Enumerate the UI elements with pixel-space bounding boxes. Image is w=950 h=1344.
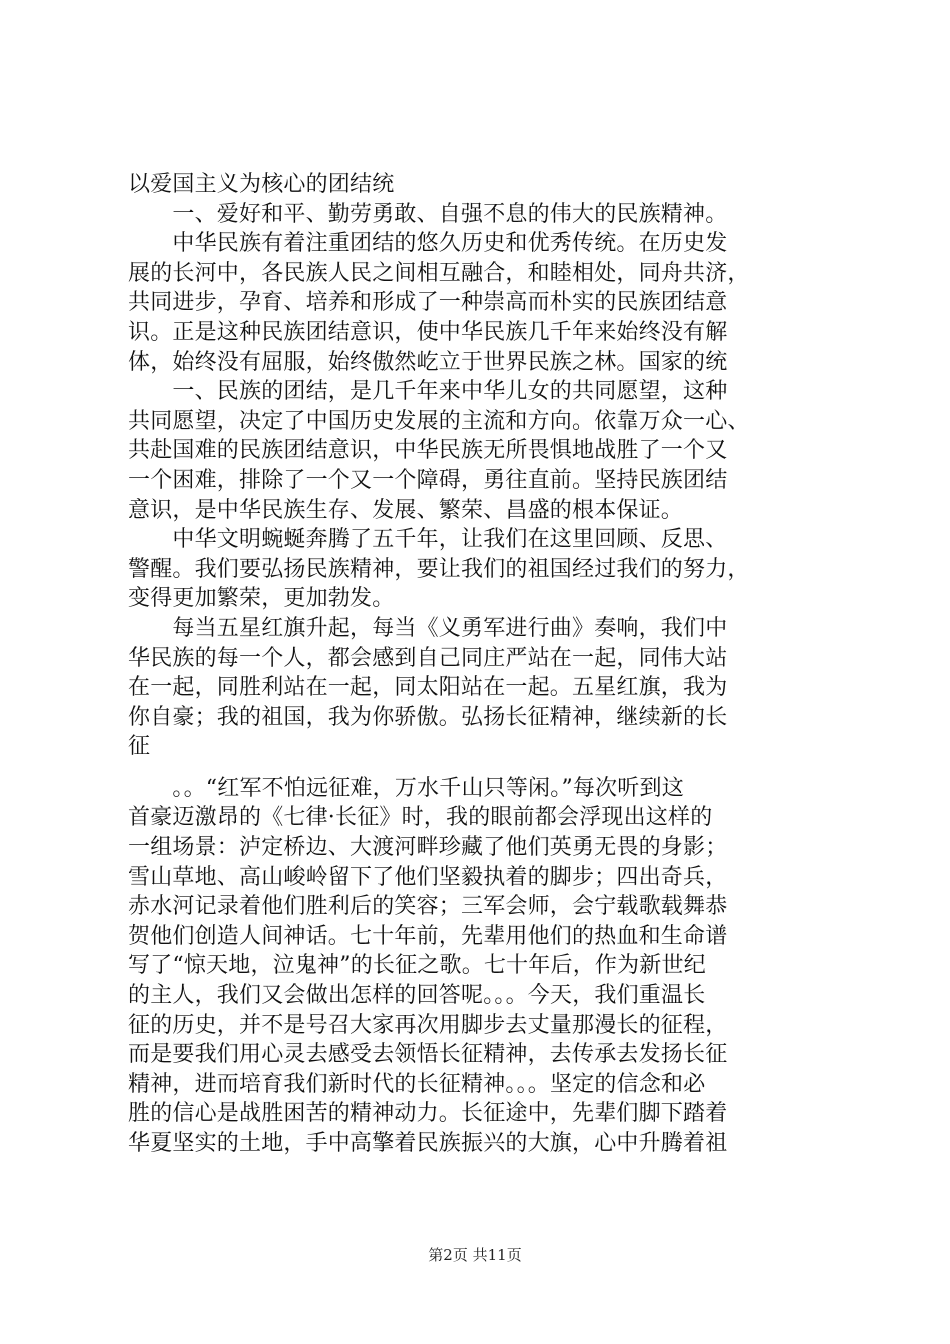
text-line: 共同进步，孕育、培养和形成了一种崇高而朴实的民族团结意: [128, 290, 728, 316]
text-line: 的主人，我们又会做出怎样的回答呢。。。今天，我们重温长: [128, 983, 706, 1009]
page-number-footer: 第2页 共11页: [428, 1246, 522, 1264]
text-line: 变得更加繁荣，更加勃发。: [128, 586, 395, 612]
paragraph-gap: [128, 762, 834, 774]
text-line: 中华民族有着注重团结的悠久历史和优秀传统。在历史发: [128, 231, 728, 257]
text-line: 胜的信心是战胜困苦的精神动力。长征途中，先辈们脚下踏着: [128, 1101, 728, 1127]
text-line: 意识，是中华民族生存、发展、繁荣、昌盛的根本保证。: [128, 497, 684, 523]
text-line: 。。“红军不怕远征难，万水千山只等闲。”每次听到这: [128, 775, 684, 801]
text-line: 征: [128, 734, 151, 760]
document-body: [128, 170, 834, 1159]
text-line: 一个困难，排除了一个又一个障碍，勇往直前。坚持民族团结: [128, 467, 728, 493]
text-line: 华民族的每一个人，都会感到自己同庄严站在一起，同伟大站: [128, 645, 728, 671]
text-line: 贺他们创造人间神话。七十年前，先辈用他们的热血和生命谱: [128, 923, 728, 949]
text-line: 雪山草地、高山峻岭留下了他们坚毅执着的脚步；四出奇兵，: [128, 864, 728, 890]
text-line: 展的长河中，各民族人民之间相互融合，和睦相处，同舟共济，: [128, 260, 750, 286]
text-line: 识。正是这种民族团结意识，使中华民族几千年来始终没有解: [128, 319, 728, 345]
text-line: 写了“惊天地，泣鬼神”的长征之歌。七十年后，作为新世纪: [128, 953, 706, 979]
text-line: 在一起，同胜利站在一起，同太阳站在一起。五星红旗，我为: [128, 675, 728, 701]
text-line: 一组场景：泸定桥边、大渡河畔珍藏了他们英勇无畏的身影；: [128, 835, 728, 861]
text-line: 一、爱好和平、勤劳勇敢、自强不息的伟大的民族精神。: [128, 201, 728, 227]
text-line: 共同愿望，决定了中国历史发展的主流和方向。依靠万众一心、: [128, 408, 750, 434]
text-line: 每当五星红旗升起，每当《义勇军进行曲》奏响，我们中: [128, 615, 728, 641]
text-line: 精神，进而培育我们新时代的长征精神。。。坚定的信念和必: [128, 1071, 706, 1097]
text-line: 你自豪；我的祖国，我为你骄傲。弘扬长征精神，继续新的长: [128, 704, 728, 730]
text-line: 一、民族的团结，是几千年来中华儿女的共同愿望，这种: [128, 379, 728, 405]
text-line: 而是要我们用心灵去感受去领悟长征精神，去传承去发扬长征: [128, 1042, 728, 1068]
text-line: 中华文明蜿蜒奔腾了五千年，让我们在这里回顾、反思、: [128, 527, 728, 553]
text-line: 共赴国难的民族团结意识，中华民族无所畏惧地战胜了一个又: [128, 438, 728, 464]
text-line: 华夏坚实的土地，手中高擎着民族振兴的大旗，心中升腾着祖: [128, 1131, 728, 1156]
text-line: 以爱国主义为核心的团结统: [128, 172, 395, 197]
text-line: 征的历史，并不是号召大家再次用脚步去丈量那漫长的征程，: [128, 1012, 728, 1038]
text-line: 体，始终没有屈服，始终傲然屹立于世界民族之林。国家的统: [128, 349, 728, 375]
text-line: 赤水河记录着他们胜利后的笑容；三军会师，会宁载歌载舞恭: [128, 894, 728, 920]
text-line: 首豪迈激昂的《七律·长征》时，我的眼前都会浮现出这样的: [128, 805, 713, 831]
text-line: 警醒。我们要弘扬民族精神，要让我们的祖国经过我们的努力，: [128, 556, 750, 582]
